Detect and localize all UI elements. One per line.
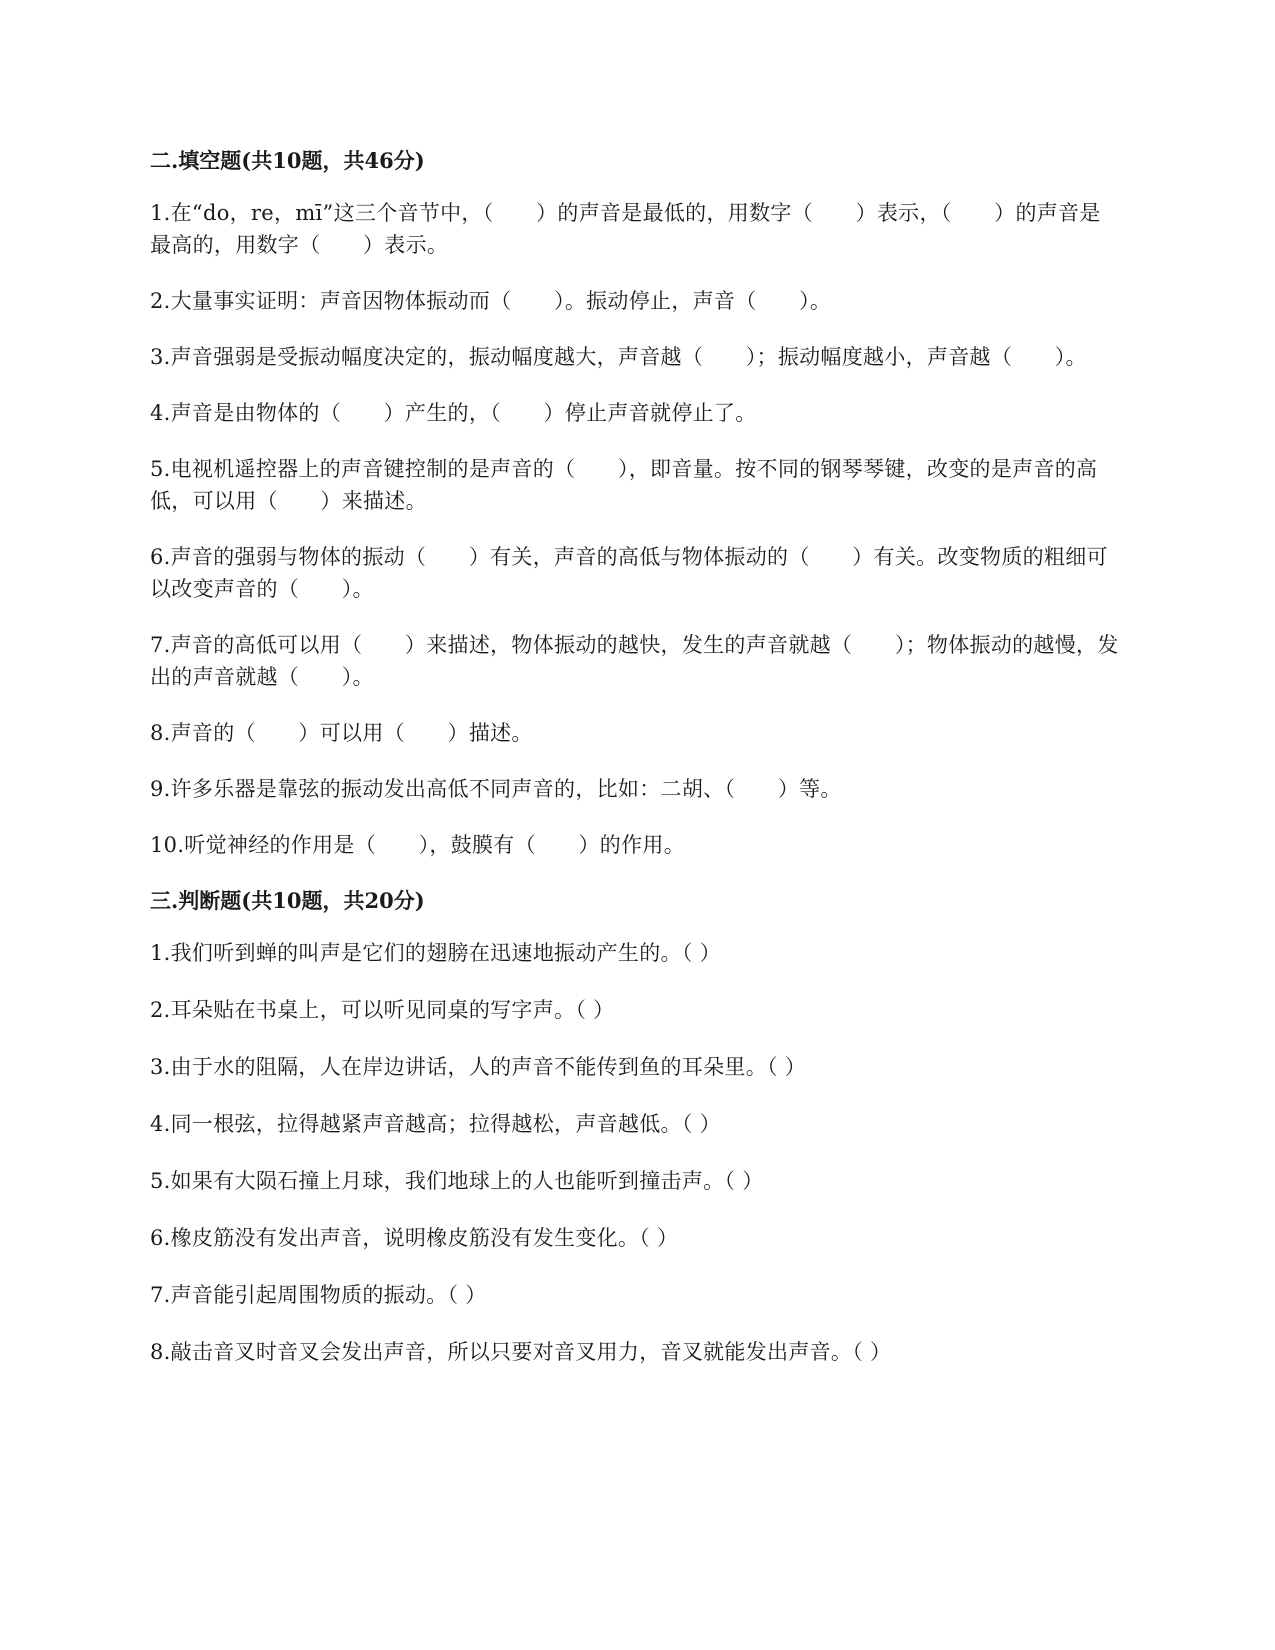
true-false-question-list bbox=[150, 937, 1120, 1368]
section-title-fill-in-blank: 二.填空题(共10题，共46分) bbox=[150, 148, 425, 173]
question-item: 1.在“do，re，mī”这三个音节中，（ ）的声音是最低的，用数字（ ）表示，（ ）的声音是最高的，用数字（ ）表示。 bbox=[150, 201, 1101, 257]
question-item: 6.声音的强弱与物体的振动（ ）有关，声音的高低与物体振动的（ ）有关。改变物质的粗细可以改变声音的（ ）。 bbox=[150, 545, 1108, 601]
question-item: 7.声音能引起周围物质的振动。（ ） bbox=[150, 1283, 487, 1307]
question-item: 3.由于水的阻隔，人在岸边讲话，人的声音不能传到鱼的耳朵里。（ ） bbox=[150, 1055, 807, 1079]
question-item: 5.电视机遥控器上的声音键控制的是声音的（ ），即音量。按不同的钢琴琴键，改变的是声音的高低，可以用（ ）来描述。 bbox=[150, 457, 1098, 513]
question-item: 9.许多乐器是靠弦的振动发出高低不同声音的，比如：二胡、（ ）等。 bbox=[150, 777, 842, 801]
question-item: 8.敲击音叉时音叉会发出声音，所以只要对音叉用力，音叉就能发出声音。（ ） bbox=[150, 1340, 892, 1364]
question-item: 2.大量事实证明：声音因物体振动而（ ）。振动停止，声音（ ）。 bbox=[150, 289, 832, 313]
question-item: 2.耳朵贴在书桌上，可以听见同桌的写字声。（ ） bbox=[150, 998, 615, 1022]
question-item: 3.声音强弱是受振动幅度决定的，振动幅度越大，声音越（ ）；振动幅度越小，声音越（ ）。 bbox=[150, 345, 1087, 369]
question-item: 8.声音的（ ）可以用（ ）描述。 bbox=[150, 721, 533, 745]
question-item: 4.声音是由物体的（ ）产生的，（ ）停止声音就停止了。 bbox=[150, 401, 757, 425]
section-title-true-false: 三.判断题(共10题，共20分) bbox=[150, 888, 425, 913]
question-item: 1.我们听到蝉的叫声是它们的翅膀在迅速地振动产生的。（ ） bbox=[150, 941, 721, 965]
question-item: 4.同一根弦，拉得越紧声音越高；拉得越松，声音越低。（ ） bbox=[150, 1112, 721, 1136]
question-item: 7.声音的高低可以用（ ）来描述，物体振动的越快，发生的声音就越（ ）；物体振动的越慢，发出的声音就越（ ）。 bbox=[150, 633, 1119, 689]
page-content bbox=[150, 145, 1120, 1393]
fill-in-blank-question-list bbox=[150, 197, 1120, 861]
question-item: 5.如果有大陨石撞上月球，我们地球上的人也能听到撞击声。（ ） bbox=[150, 1169, 764, 1193]
question-item: 10.听觉神经的作用是（ ），鼓膜有（ ）的作用。 bbox=[150, 833, 685, 857]
question-item: 6.橡皮筋没有发出声音，说明橡皮筋没有发生变化。（ ） bbox=[150, 1226, 679, 1250]
